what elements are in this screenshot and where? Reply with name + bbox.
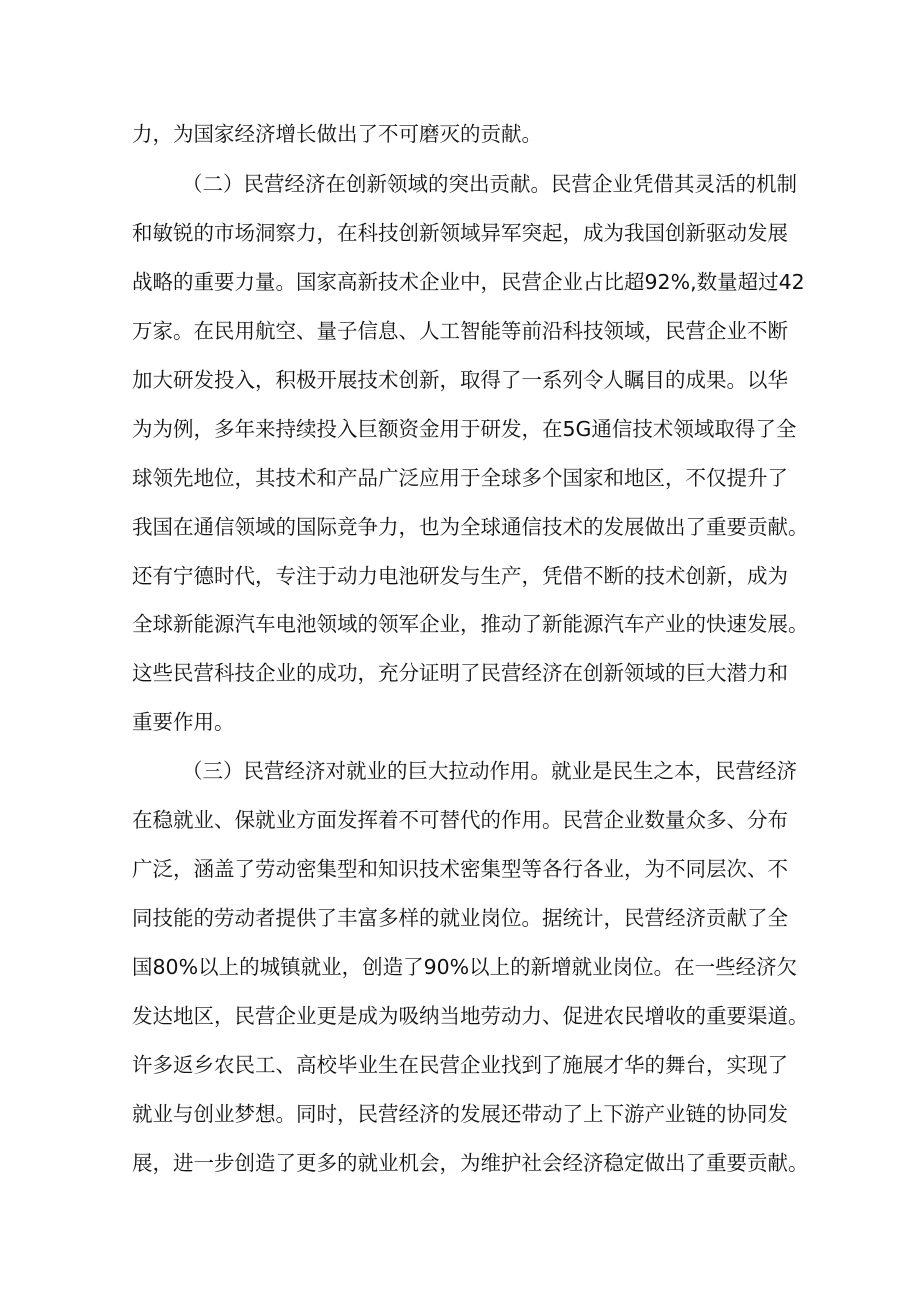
text-line: 就业与创业梦想。同时，民营经济的发展还带动了上下游产业链的协同发: [132, 1102, 788, 1126]
text-line: 我国在通信领域的国际竞争力，也为全球通信技术的发展做出了重要贡献。: [132, 515, 809, 539]
text-line: 同技能的劳动者提供了丰富多样的就业岗位。据统计，民营经济贡献了全: [132, 906, 788, 930]
text-line: 许多返乡农民工、高校毕业生在民营企业找到了施展才华的舞台，实现了: [132, 1053, 788, 1077]
text-line: 发达地区，民营企业更是成为吸纳当地劳动力、促进农民增收的重要渠道。: [132, 1004, 809, 1028]
text-line: 战略的重要力量。国家高新技术企业中，民营企业占比超92%,数量超过42: [132, 270, 805, 294]
text-line: 重要作用。: [132, 710, 235, 734]
text-line: 还有宁德时代，专注于动力电池研发与生产，凭借不断的技术创新，成为: [132, 564, 788, 588]
section-heading-line: （二）民营经济在创新领域的突出贡献。民营企业凭借其灵活的机制: [182, 172, 797, 196]
text-line: 这些民营科技企业的成功，充分证明了民营经济在创新领域的巨大潜力和: [132, 661, 788, 685]
section-heading-line: （三）民营经济对就业的巨大拉动作用。就业是民生之本，民营经济: [182, 759, 797, 783]
text-line: 展，进一步创造了更多的就业机会，为维护社会经济稳定做出了重要贡献。: [132, 1151, 809, 1175]
text-line: 广泛，涵盖了劳动密集型和知识技术密集型等各行各业，为不同层次、不: [132, 857, 788, 881]
text-line: 万家。在民用航空、量子信息、人工智能等前沿科技领域，民营企业不断: [132, 319, 788, 343]
text-line: 力，为国家经济增长做出了不可磨灭的贡献。: [132, 122, 542, 146]
text-line: 加大研发投入，积极开展技术创新，取得了一系列令人瞩目的成果。以华: [132, 368, 788, 392]
text-line: 在稳就业、保就业方面发挥着不可替代的作用。民营企业数量众多、分布: [132, 808, 788, 832]
text-line: 为为例，多年来持续投入巨额资金用于研发，在5G通信技术领域取得了全: [132, 417, 797, 441]
text-line: 和敏锐的市场洞察力，在科技创新领域异军突起，成为我国创新驱动发展: [132, 221, 788, 245]
text-line: 全球新能源汽车电池领域的领军企业，推动了新能源汽车产业的快速发展。: [132, 612, 809, 636]
text-line: 国80%以上的城镇就业，创造了90%以上的新增就业岗位。在一些经济欠: [132, 955, 798, 979]
text-line: 球领先地位，其技术和产品广泛应用于全球多个国家和地区，不仅提升了: [132, 466, 788, 490]
